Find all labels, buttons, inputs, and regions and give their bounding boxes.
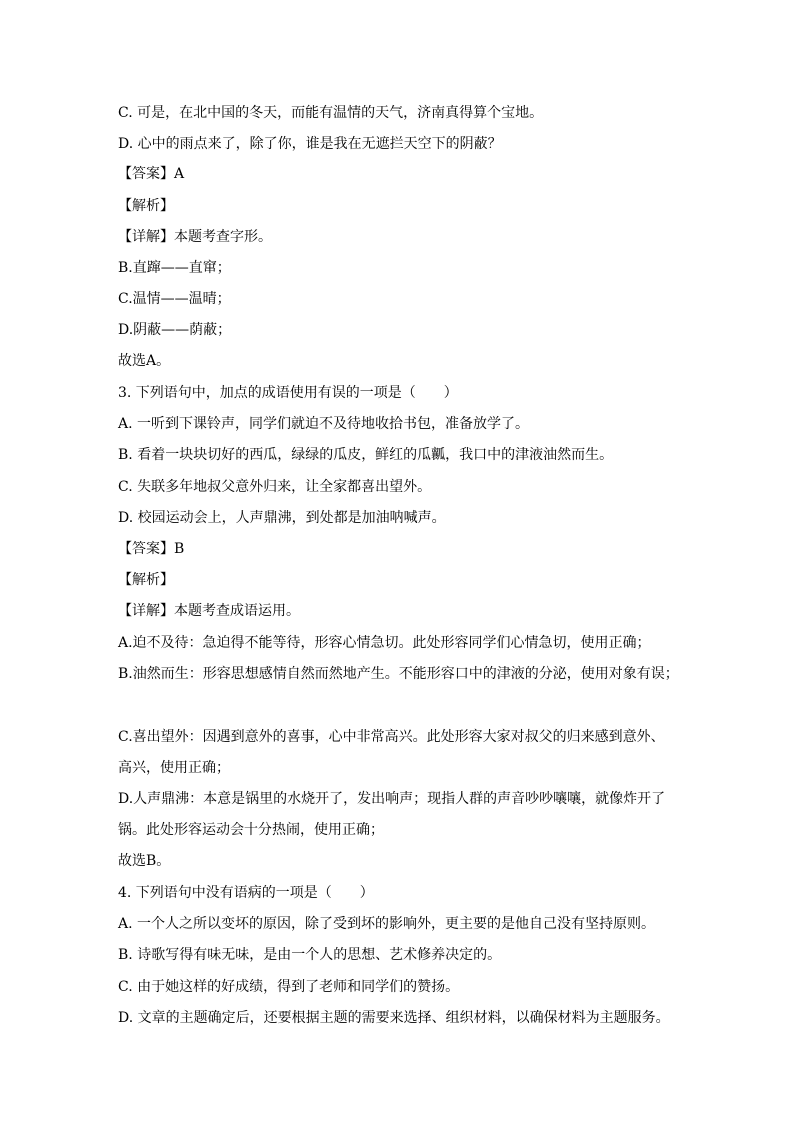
question-4-option-a: A. 一个人之所以变坏的原因，除了受到坏的影响外，更主要的是他自己没有坚持原则。 [118,916,656,932]
explanation-line: B.直蹿——直窜； [118,260,231,276]
question-3-option-b: B. 看着一块块切好的西瓜，绿绿的瓜皮，鲜红的瓜瓤，我口中的津液油然而生。 [118,447,614,463]
question-4-option-d: D. 文章的主题确定后，还要根据主题的需要来选择、组织材料，以确保材料为主题服务。 [118,1010,670,1026]
question-3-option-a: A. 一听到下课铃声，同学们就迫不及待地收拾书包，准备放学了。 [118,416,530,432]
explanation-line: C.温情——温晴； [118,291,231,307]
question-3-option-d: D. 校园运动会上，人声鼎沸，到处都是加油呐喊声。 [118,510,446,526]
question-3-stem: 3. 下列语句中，加点的成语使用有误的一项是（ ） [118,385,458,401]
analysis-heading: 【解析】 [118,572,174,588]
question-4-option-c: C. 由于她这样的好成绩，得到了老师和同学们的赞扬。 [118,979,460,995]
question-3-option-c: C. 失联多年地叔父意外归来，让全家都喜出望外。 [118,479,432,495]
explanation-line: D.阴蔽——荫蔽； [118,322,232,338]
detail-line: 【详解】本题考查字形。 [118,229,272,245]
answer-line: 【答案】B [118,541,185,557]
explanation-line: 高兴，使用正确； [118,760,230,776]
explanation-line: C.喜出望外：因遇到意外的喜事，心中非常高兴。此处形容大家对叔父的归来感到意外、 [118,729,665,745]
analysis-heading: 【解析】 [118,198,174,214]
explanation-line: A.迫不及待：急迫得不能等待，形容心情急切。此处形容同学们心情急切，使用正确； [118,635,651,651]
explanation-line: B.油然而生：形容思想感情自然而然地产生。不能形容口中的津液的分泌，使用对象有误； [118,666,679,682]
option-d-line: D. 心中的雨点来了，除了你，谁是我在无遮拦天空下的阴蔽？ [118,136,502,152]
explanation-line: D.人声鼎沸：本意是锅里的水烧开了，发出响声；现指人群的声音吵吵嚷嚷，就像炸开了 [118,791,666,807]
answer-line: 【答案】A [118,166,185,182]
question-4-option-b: B. 诗歌写得有味无味，是由一个人的思想、艺术修养决定的。 [118,947,502,963]
question-4-stem: 4. 下列语句中没有语病的一项是（ ） [118,885,374,901]
explanation-line: 锅。此处形容运动会十分热闹，使用正确； [118,822,384,838]
option-c-line: C. 可是，在北中国的冬天，而能有温情的天气，济南真得算个宝地。 [118,105,544,121]
conclusion-line: 故选A。 [118,353,171,369]
detail-line: 【详解】本题考查成语运用。 [118,603,300,619]
conclusion-line: 故选B。 [118,853,171,869]
